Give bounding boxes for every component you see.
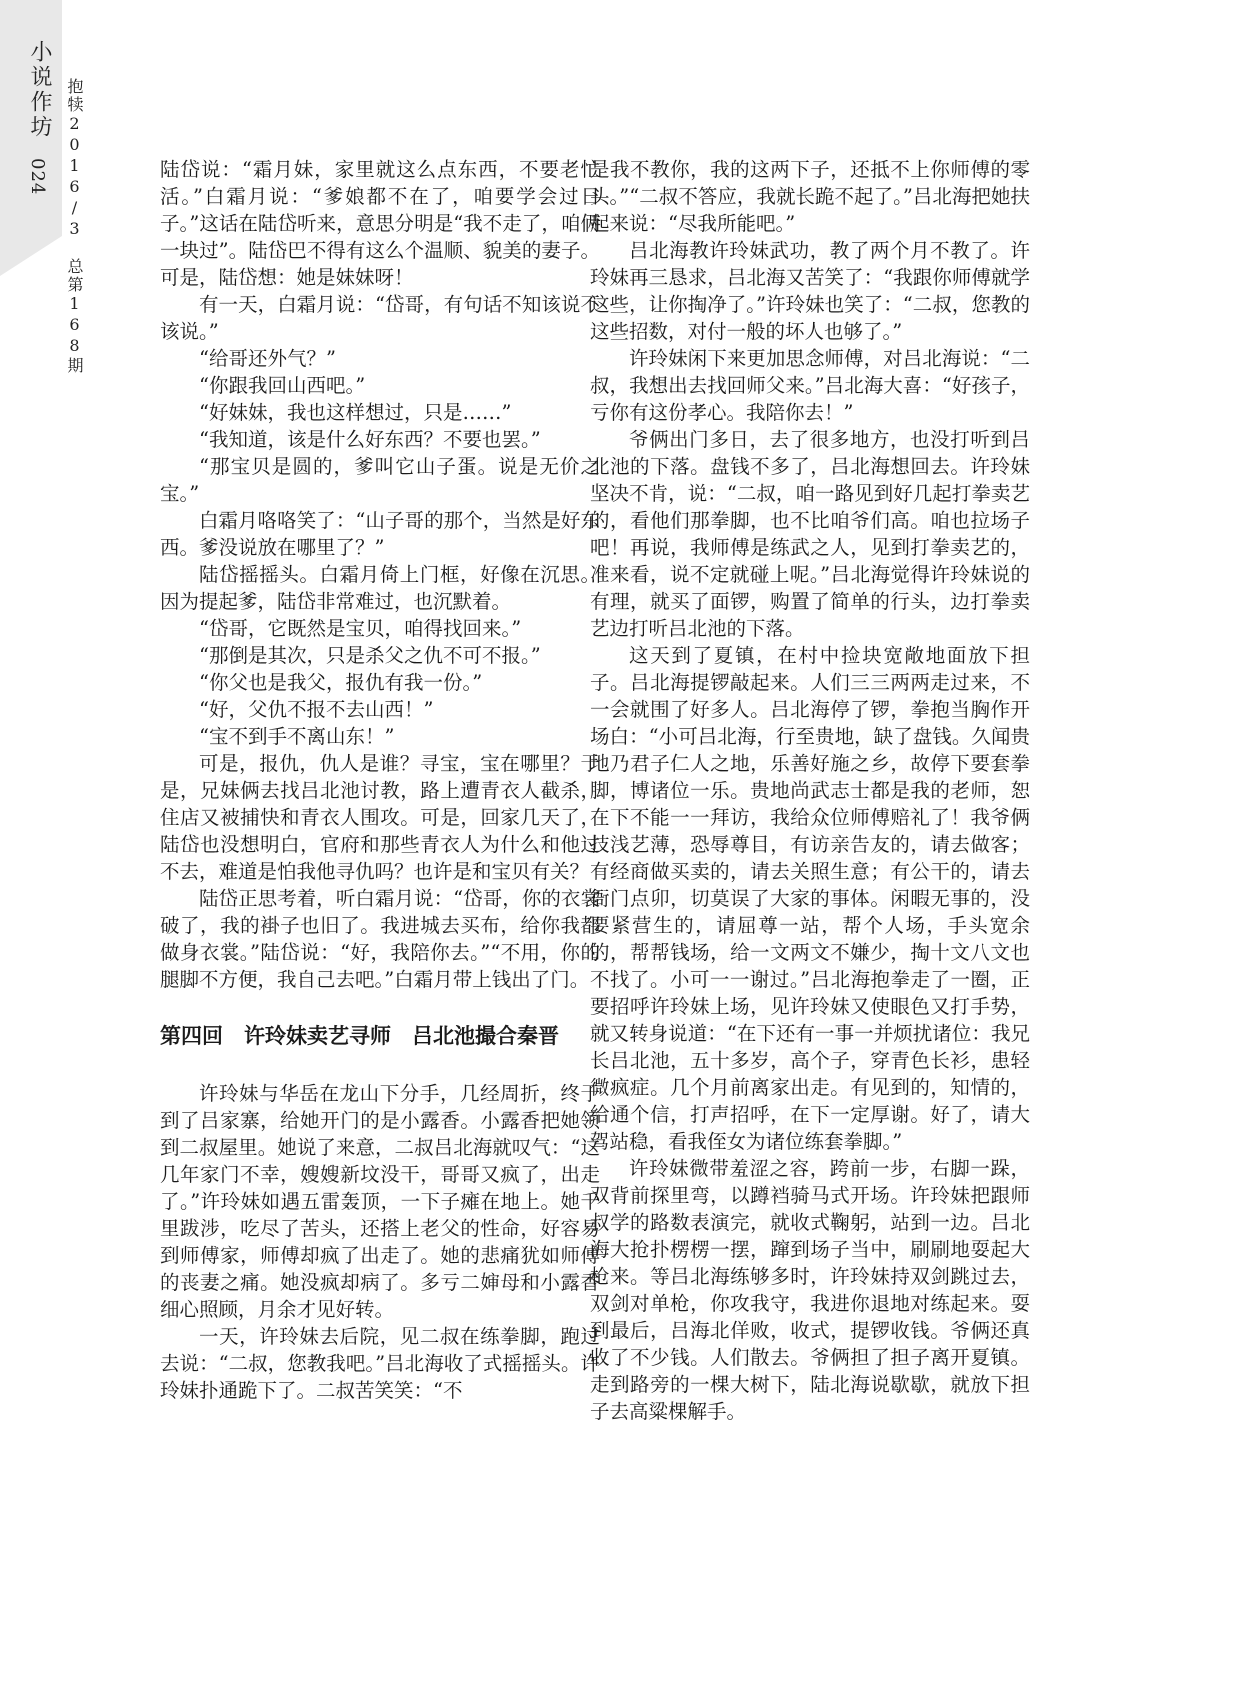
paragraph: 是我不教你，我的这两下子，还抵不上你师傅的零头。”“二叔不答应，我就长跪不起了。”吕北海把她扶起来说：“尽我所能吧。” xyxy=(590,158,1030,235)
paragraph: 白霜月咯咯笑了：“山子哥的那个，当然是好东西。爹没说放在哪里了？” xyxy=(160,509,600,559)
left-column xyxy=(160,156,600,1404)
paragraph: 这天到了夏镇，在村中捡块宽敞地面放下担子。吕北海提锣敲起来。人们三三两两走过来，不一会就围了好多人。吕北海停了锣，拳抱当胸作开场白：“小可吕北海，行至贵地，缺了盘钱。久闻贵地乃君子仁人之地，乐善好施之乡，故停下要套拳脚，博诸位一乐。贵地尚武志士都是我的老师，恕在下不能一一拜访，我给众位师傅赔礼了！我爷俩技浅艺薄，恐辱尊目，有访亲告友的，请去做客；有经商做买卖的，请去关照生意；有公干的，请去衙门点卯，切莫误了大家的事体。闲暇无事的，没要紧营生的，请屈尊一站，帮个人场，手头宽余的，帮帮钱场，给一文两文不嫌少，掏十文八文也不找了。小可一一谢过。”吕北海抱拳走了一圈，正要招呼许玲妹上场，见许玲妹又使眼色又打手势，就又转身说道：“在下还有一事一并烦扰诸位：我兄长吕北池，五十多岁，高个子，穿青色长衫，患轻微疯症。几个月前离家出走。有见到的，知情的，给通个信，打声招呼，在下一定厚谢。好了，请大驾站稳，看我侄女为诸位练套拳脚。” xyxy=(590,644,1030,1153)
chapter-title: 第四回 许玲妹卖艺寻师 吕北池撮合秦晋 xyxy=(160,1024,559,1048)
issue-info: 抱犊2016/3 总第168期 xyxy=(65,78,84,375)
paragraph: 一天，许玲妹去后院，见二叔在练拳脚，跑过去说：“二叔，您教我吧。”吕北海收了式摇摇头。许玲妹扑通跪下了。二叔苦笑笑：“不 xyxy=(160,1325,600,1402)
paragraph: “那倒是其次，只是杀父之仇不可不报。” xyxy=(199,644,541,667)
paragraph: 可是，报仇，仇人是谁？寻宝，宝在哪里？于是，兄妹俩去找吕北池讨教，路上遭青衣人截杀，住店又被捕快和青衣人围攻。可是，回家几天了，陆岱也没想明白，官府和那些青衣人为什么和他过不去，难道是怕我他寻仇吗？也许是和宝贝有关？ xyxy=(160,752,600,883)
section-name: 小说作坊 xyxy=(27,40,52,140)
paragraph: 许玲妹与华岳在龙山下分手，几经周折，终于到了吕家寨，给她开门的是小露香。小露香把她领到二叔屋里。她说了来意，二叔吕北海就叹气：“这几年家门不幸，嫂嫂新坟没干，哥哥又疯了，出走了。”许玲妹如遇五雷轰顶，一下子瘫在地上。她千里跋涉，吃尽了苦头，还搭上老父的性命，好容易到师傅家，师傅却疯了出走了。她的悲痛犹如师傅的丧妻之痛。她没疯却病了。多亏二婶母和小露香细心照顾，月余才见好转。 xyxy=(160,1082,600,1321)
paragraph: “好妹妹，我也这样想过，只是……” xyxy=(199,401,512,424)
paragraph: 吕北海教许玲妹武功，教了两个月不教了。许玲妹再三恳求，吕北海又苦笑了：“我跟你师傅就学这些，让你掏净了。”许玲妹也笑了：“二叔，您教的这些招数，对付一般的坏人也够了。” xyxy=(590,239,1030,343)
paragraph: “给哥还外气？” xyxy=(199,347,336,370)
paragraph: “我知道，该是什么好东西？不要也罢。” xyxy=(199,428,541,451)
paragraph: 陆岱正思考着，听白霜月说：“岱哥，你的衣裳破了，我的褂子也旧了。我进城去买布，给你我都做身衣裳。”陆岱说：“好，我陪你去。”“不用，你的腿脚不方便，我自己去吧。”白霜月带上钱出了门。 xyxy=(160,887,600,991)
right-column xyxy=(590,156,1030,1425)
page-number: 024 xyxy=(27,158,48,196)
paragraph: 许玲妹微带羞涩之容，跨前一步，右脚一跺，双背前探里弯，以蹲裆骑马式开场。许玲妹把跟师叔学的路数表演完，就收式鞠躬，站到一边。吕北海大抢扑楞楞一摆，蹿到场子当中，刷刷地耍起大枪来。等吕北海练够多时，许玲妹持双剑跳过去，双剑对单枪，你攻我守，我进你退地对练起来。耍到最后，吕海北佯败，收式，提锣收钱。爷俩还真收了不少钱。人们散去。爷俩担了担子离开夏镇。走到路旁的一棵大树下，陆北海说歇歇，就放下担子去高粱棵解手。 xyxy=(590,1157,1030,1423)
paragraph: 许玲妹闲下来更加思念师傅，对吕北海说：“二叔，我想出去找回师父来。”吕北海大喜：“好孩子，亏你有这份孝心。我陪你去！” xyxy=(590,347,1030,424)
side-tab-tip xyxy=(0,236,62,276)
paragraph: “岱哥，它既然是宝贝，咱得找回来。” xyxy=(199,617,522,640)
right-paragraphs xyxy=(590,156,1030,1425)
paragraph: 有一天，白霜月说：“岱哥，有句话不知该说不该说。” xyxy=(160,293,600,343)
left-after-title-paragraphs xyxy=(160,1080,600,1404)
paragraph: 爷俩出门多日，去了很多地方，也没打听到吕北池的下落。盘钱不多了，吕北海想回去。许玲妹坚决不肯，说：“二叔，咱一路见到好几起打拳卖艺的，看他们那拳脚，也不比咱爷们高。咱也拉场子吧！再说，我师傅是练武之人，见到打拳卖艺的，准来看，说不定就碰上呢。”吕北海觉得许玲妹说的有理，就买了面锣，购置了简单的行头，边打拳卖艺边打听吕北池的下落。 xyxy=(590,428,1030,640)
paragraph: “好，父仇不报不去山西！” xyxy=(199,698,434,721)
paragraph: “那宝贝是圆的，爹叫它山子蛋。说是无价之宝。” xyxy=(160,455,600,505)
paragraph: 陆岱说：“霜月妹，家里就这么点东西，不要老忙活。”白霜月说：“爹娘都不在了，咱要学会过日子。”这话在陆岱听来，意思分明是“我不走了，咱俩一块过”。陆岱巴不得有这么个温顺、貌美的妻子。可是，陆岱想：她是妹妹呀！ xyxy=(160,158,600,289)
paragraph: 陆岱摇摇头。白霜月倚上门框，好像在沉思。因为提起爹，陆岱非常难过，也沉默着。 xyxy=(160,563,600,613)
paragraph: “你父也是我父，报仇有我一份。” xyxy=(199,671,483,694)
left-paragraphs xyxy=(160,156,600,993)
paragraph: “宝不到手不离山东！” xyxy=(199,725,395,748)
paragraph: “你跟我回山西吧。” xyxy=(199,374,366,397)
